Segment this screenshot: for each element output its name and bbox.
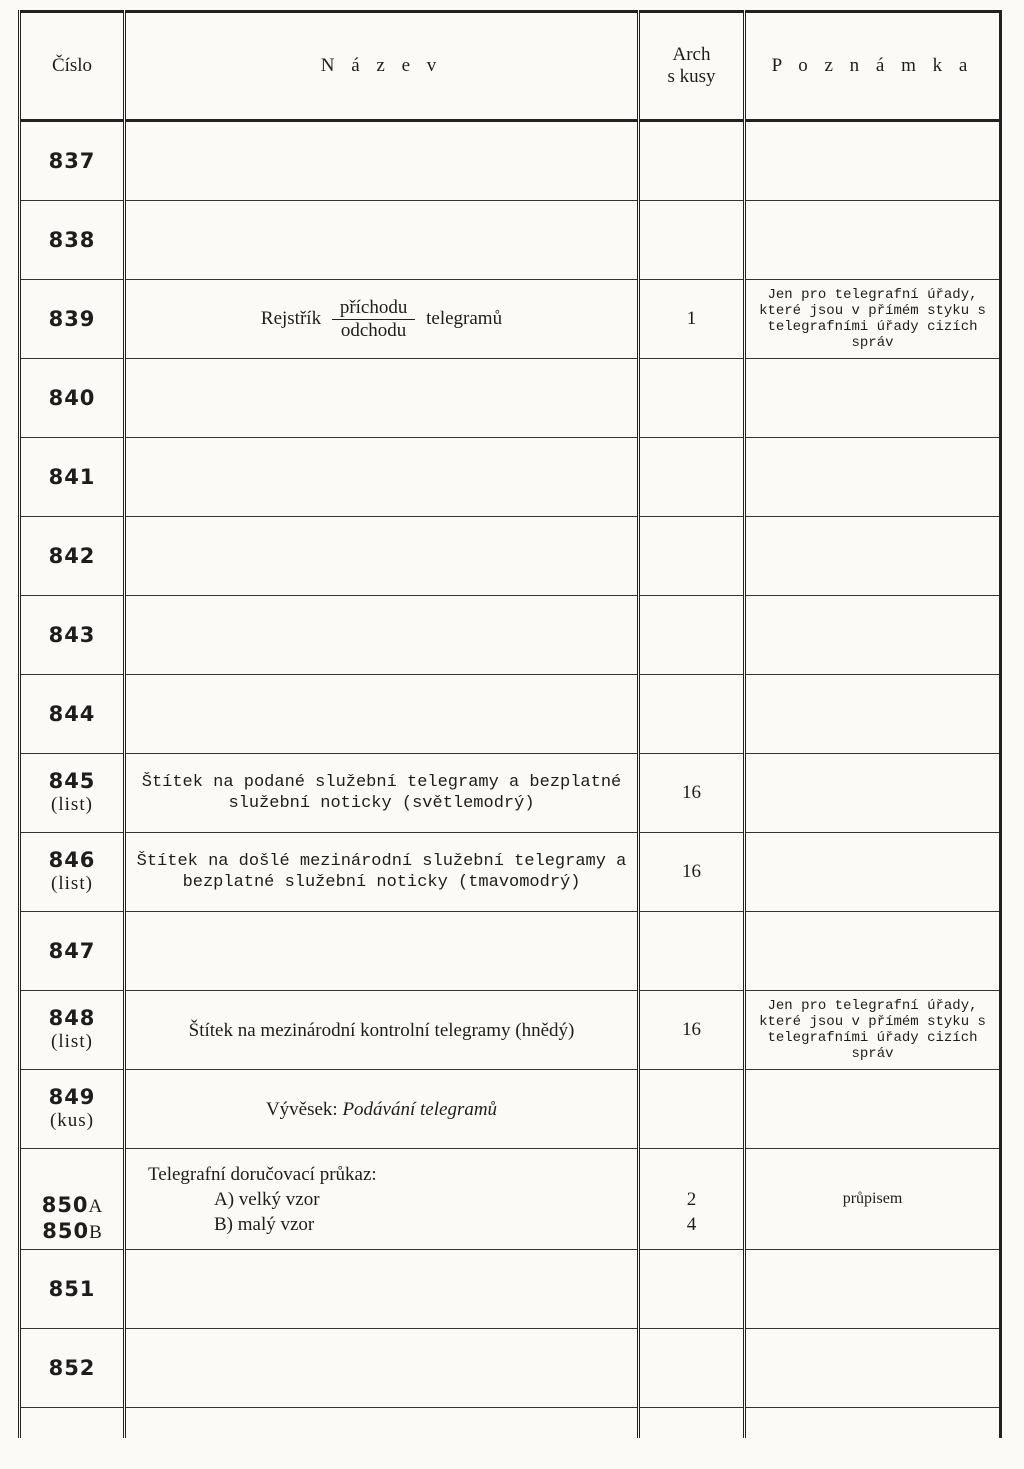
row-number [20, 754, 125, 833]
name-italic: Podávání telegramů [342, 1098, 498, 1120]
table-row [20, 1070, 1001, 1149]
row-name [125, 438, 639, 517]
name-prefix: Rejstřík [260, 307, 322, 329]
row-note [745, 912, 1001, 991]
row-qty [639, 517, 745, 596]
table-row [20, 1250, 1001, 1329]
header-number: Číslo [20, 12, 125, 121]
row-qty-b: 4 [686, 1213, 697, 1235]
name-item-b: B) malý vzor [214, 1213, 315, 1235]
row-unit: (kus) [49, 1110, 95, 1131]
fraction-bottom: odchodu [340, 319, 407, 341]
row-qty-a: 2 [686, 1188, 697, 1210]
row-name: Štítek na mezinárodní kontrolní telegramy (hnědý) [125, 991, 639, 1070]
row-note: průpisem [745, 1149, 1001, 1250]
name-item-a: A) velký vzor [214, 1188, 320, 1210]
row-note [745, 359, 1001, 438]
row-qty [639, 596, 745, 675]
row-qty [639, 1408, 745, 1439]
row-number: 847 [20, 912, 125, 991]
name-prefix: Vývěsek: [265, 1098, 338, 1120]
row-qty [639, 121, 745, 201]
row-qty [639, 675, 745, 754]
row-name [125, 121, 639, 201]
name-fraction [332, 297, 416, 342]
row-name [125, 1149, 639, 1250]
table-row [20, 912, 1001, 991]
form-register-page [18, 10, 1002, 1438]
row-name [125, 1070, 639, 1149]
row-number [20, 1408, 125, 1439]
table-row [20, 359, 1001, 438]
row-qty [639, 359, 745, 438]
row-name: Štítek na došlé mezinárodní služební telegramy a bezplatné služební noticky (tmavomodrý) [125, 833, 639, 912]
row-qty [639, 912, 745, 991]
row-number-a: 850 [41, 1193, 89, 1217]
row-qty [639, 438, 745, 517]
header-note: P o z n á m k a [745, 12, 1001, 121]
row-number: 843 [20, 596, 125, 675]
row-number: 839 [20, 280, 125, 359]
row-number: 837 [20, 121, 125, 201]
table-row [20, 675, 1001, 754]
row-number: 844 [20, 675, 125, 754]
table-row [20, 201, 1001, 280]
name-heading: Telegrafní doručovací průkaz: [148, 1163, 377, 1185]
table-row [20, 1329, 1001, 1408]
table-row [20, 991, 1001, 1070]
row-note [745, 517, 1001, 596]
table-row [20, 438, 1001, 517]
table-row [20, 754, 1001, 833]
qty-stack [640, 1162, 743, 1237]
row-name: Štítek na podané služební telegramy a bezplatné služební noticky (světlemodrý) [125, 754, 639, 833]
number-stack [21, 1153, 123, 1245]
row-unit: (list) [51, 794, 93, 815]
row-note: Jen pro telegrafní úřady, které jsou v přímém styku s telegrafními úřady cizích správ [745, 280, 1001, 359]
name-list [126, 1162, 637, 1237]
row-number: 852 [20, 1329, 125, 1408]
row-note [745, 438, 1001, 517]
forms-table [18, 10, 1002, 1438]
row-name [125, 201, 639, 280]
row-number-value: 849 [48, 1085, 96, 1109]
row-number [20, 1070, 125, 1149]
row-qty [639, 1250, 745, 1329]
row-qty [639, 1149, 745, 1250]
row-number [20, 1149, 125, 1250]
row-qty: 16 [639, 991, 745, 1070]
row-note [745, 833, 1001, 912]
table-header-row [20, 12, 1001, 121]
row-note [745, 596, 1001, 675]
row-number [20, 991, 125, 1070]
row-name [125, 912, 639, 991]
table-row [20, 121, 1001, 201]
fraction-top: příchodu [332, 297, 416, 320]
row-name [125, 1329, 639, 1408]
row-name [125, 1250, 639, 1329]
row-unit: (list) [51, 1031, 93, 1052]
row-number: 840 [20, 359, 125, 438]
row-note [745, 201, 1001, 280]
row-note [745, 675, 1001, 754]
row-note [745, 1329, 1001, 1408]
row-number-value: 845 [48, 769, 96, 793]
row-note [745, 754, 1001, 833]
table-row [20, 833, 1001, 912]
row-name [125, 517, 639, 596]
row-name [125, 596, 639, 675]
row-qty [639, 201, 745, 280]
table-row [20, 596, 1001, 675]
row-number-b: 850 [42, 1219, 90, 1243]
row-name [125, 675, 639, 754]
table-row [20, 1408, 1001, 1439]
row-number: 841 [20, 438, 125, 517]
row-number: 851 [20, 1250, 125, 1329]
name-suffix: telegramů [426, 307, 503, 329]
row-qty [639, 1070, 745, 1149]
header-name: N á z e v [125, 12, 639, 121]
row-unit: (list) [51, 873, 93, 894]
row-name [125, 280, 639, 359]
row-qty: 16 [639, 754, 745, 833]
row-number-b-suffix: B [89, 1222, 102, 1243]
row-name [125, 359, 639, 438]
row-number-value: 848 [48, 1006, 96, 1030]
row-number: 838 [20, 201, 125, 280]
row-note [745, 121, 1001, 201]
row-qty: 16 [639, 833, 745, 912]
header-sheets-line2: s kusy [667, 66, 716, 87]
row-note [745, 1408, 1001, 1439]
row-qty [639, 1329, 745, 1408]
header-sheets-line1: Arch [672, 44, 711, 65]
header-sheets [639, 12, 745, 121]
table-row [20, 1149, 1001, 1250]
row-number-a-suffix: A [88, 1196, 103, 1217]
row-note [745, 1250, 1001, 1329]
table-row [20, 517, 1001, 596]
row-name [125, 1408, 639, 1439]
row-number [20, 833, 125, 912]
row-qty: 1 [639, 280, 745, 359]
row-number-value: 846 [48, 848, 96, 872]
row-number: 842 [20, 517, 125, 596]
row-note [745, 1070, 1001, 1149]
table-row [20, 280, 1001, 359]
row-note: Jen pro telegrafní úřady, které jsou v přímém styku s telegrafními úřady cizích správ [745, 991, 1001, 1070]
